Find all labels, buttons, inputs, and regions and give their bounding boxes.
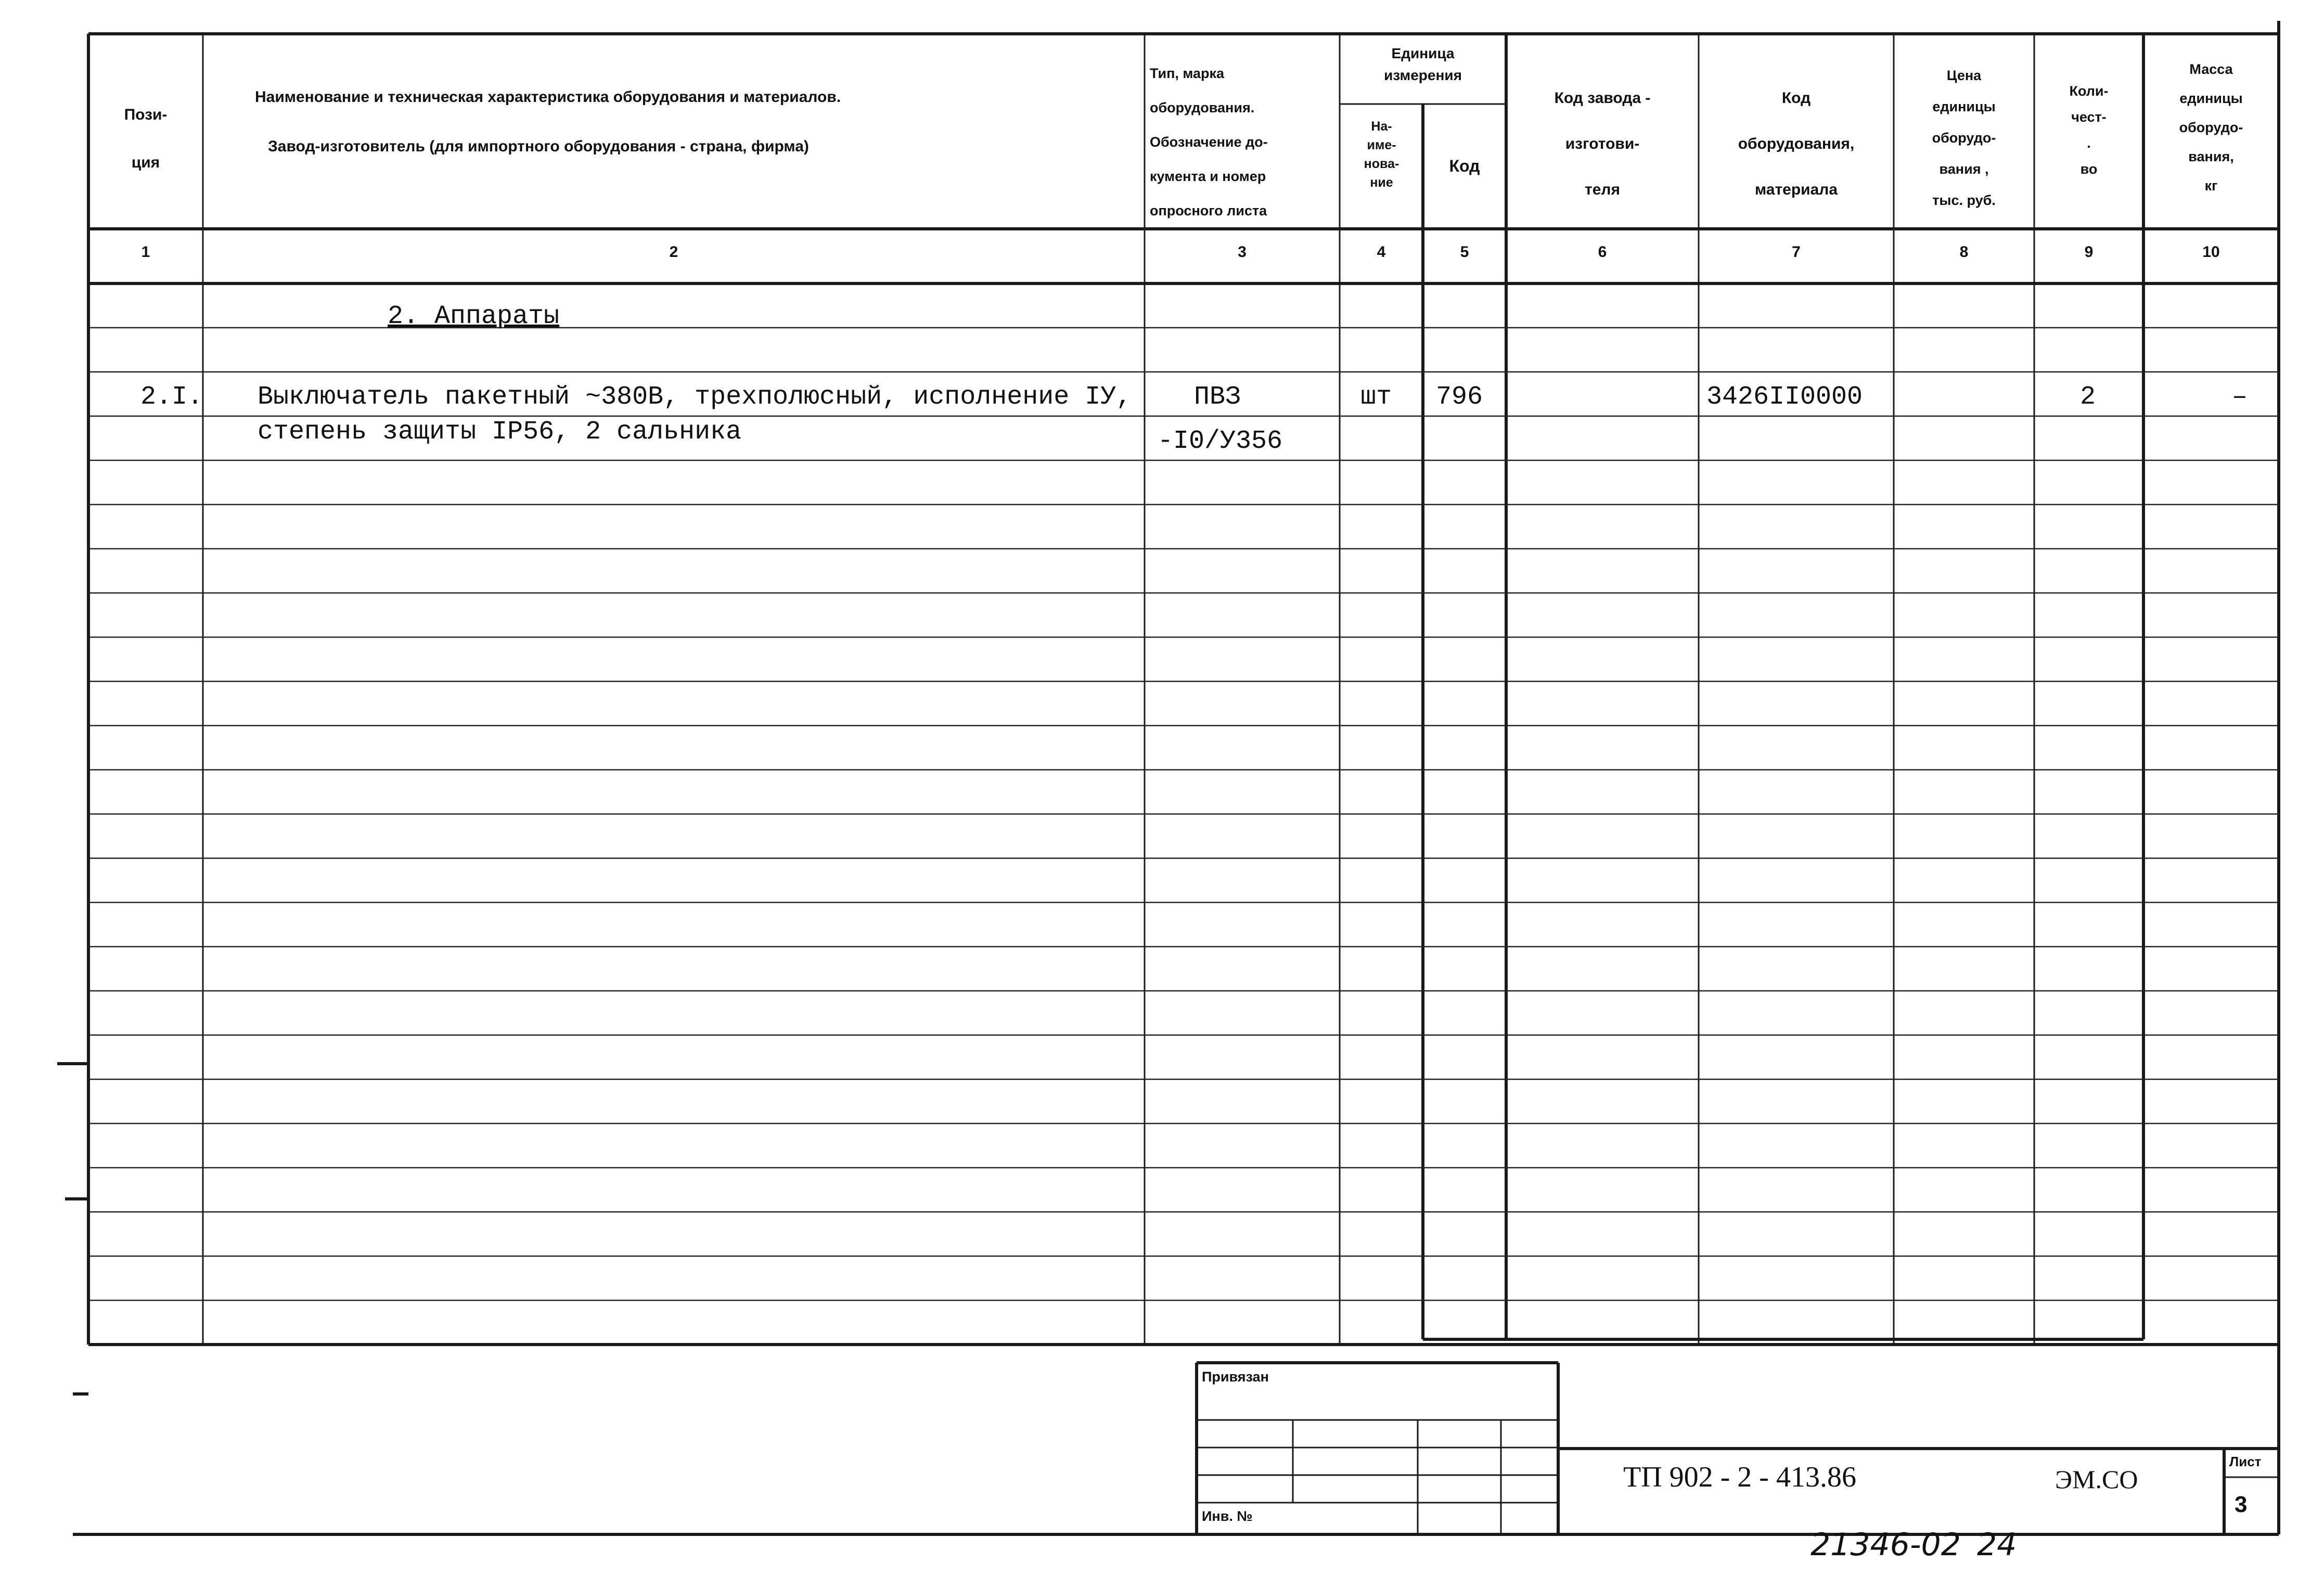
row-unit-name: шт — [1360, 382, 1392, 412]
header-name-line1: Наименование и техническая характеристика оборудования и материалов. — [255, 88, 841, 106]
header-quantity: Коли- чест- . во — [2069, 83, 2109, 177]
colnum-6: 6 — [1598, 243, 1607, 261]
row-type-line2: -I0/У356 — [1158, 427, 1283, 456]
header-position: Пози- ция — [124, 106, 168, 171]
colnum-1: 1 — [141, 243, 150, 261]
stamp-inv-no: Инв. № — [1202, 1508, 1253, 1524]
header-type: Тип, марка оборудования. Обозначение до- кумента и номер опросного листа — [1150, 66, 1268, 218]
archive-number: 21346-02 — [1811, 1527, 1961, 1563]
list-label: Лист — [2229, 1454, 2262, 1469]
row-equipment-code: 3426II0000 — [1706, 382, 1863, 412]
sheet-code: ЭМ.СО — [2055, 1465, 2138, 1494]
header-mass: Масса единицы оборудо- вания, кг — [2179, 61, 2243, 193]
header-equipment-code: Код оборудования, материала — [1738, 89, 1855, 198]
stamp-privyazan: Привязан — [1202, 1369, 1269, 1385]
row-name-line2: степень защиты IP56, 2 сальника — [258, 417, 742, 447]
row-position: 2.I. — [140, 382, 203, 412]
colnum-7: 7 — [1792, 243, 1801, 261]
row-quantity: 2 — [2080, 382, 2096, 412]
colnum-10: 10 — [2202, 243, 2220, 261]
row-mass: – — [2232, 382, 2248, 412]
header-price: Цена единицы оборудо- вания , тыс. руб. — [1932, 68, 1996, 208]
page-number: 24 — [1977, 1527, 2017, 1563]
list-number: 3 — [2235, 1492, 2248, 1517]
colnum-2: 2 — [669, 243, 678, 261]
doc-code: ТП 902 - 2 - 413.86 — [1623, 1461, 1856, 1493]
header-unit-code: Код — [1449, 157, 1480, 175]
row-unit-code: 796 — [1436, 382, 1483, 412]
header-unit-name: На- име- нова- ние — [1364, 119, 1399, 190]
header-name-line2: Завод-изготовитель (для импортного оборудования - страна, фирма) — [268, 138, 809, 155]
colnum-5: 5 — [1460, 243, 1469, 261]
row-name-line1: Выключатель пакетный ~380В, трехполюсный, исполнение IУ, — [258, 382, 1132, 412]
colnum-3: 3 — [1238, 243, 1247, 261]
row-type-line1: ПВЗ — [1194, 382, 1241, 412]
header-unit: Единица измерения — [1384, 45, 1462, 83]
colnum-8: 8 — [1959, 243, 1969, 261]
header-factory-code: Код завода - изготови- теля — [1554, 89, 1651, 198]
colnum-9: 9 — [2084, 243, 2094, 261]
colnum-4: 4 — [1377, 243, 1386, 261]
section-title: 2. Аппараты — [388, 302, 560, 331]
